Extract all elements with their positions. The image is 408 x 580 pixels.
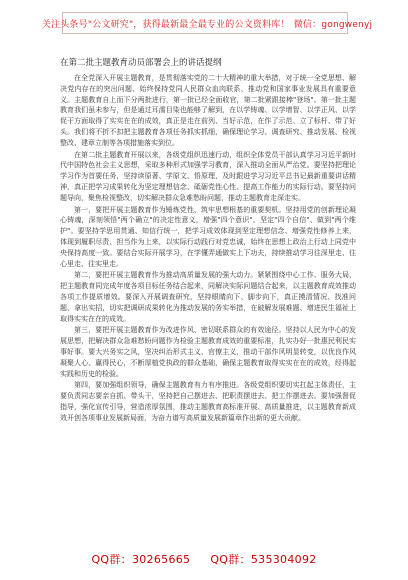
document-body xyxy=(60,73,356,425)
paragraph: 第四，要加强组织领导，确保主题教育有力有序推进。各级党组织要切实扛起主体责任，主要负责同志要亲自抓、带头干，坚持把自己摆进去、把职责摆进去、把工作摆进去。要加强督促指导，强化宣传引导，营造浓厚氛围，推动主题教育高标准开展、高质量推进，以主题教育新成效开创各项事业发展新局面，为奋力谱写高质量发展新篇章作出新的更大贡献。 xyxy=(60,381,356,422)
paragraph: 在第二批主题教育开展以来，各级党组织迅速行动，组织全体党员干部认真学习习近平新时代中国特色社会主义思想，采取多种形式加强学习教育，深入推动全面从严治党。要坚持把理论学习作为首要任务，坚持读原著、学原文、悟原理，及时跟进学习习近平总书记最新重要讲话精神，真正把学习成果转化为坚定理想信念、砥砺党性心性、提高工作能力的实际行动。要坚持问题导向，聚焦检视整改，切实解决群众急难愁盼问题，推动主题教育走深走实。 xyxy=(60,150,356,202)
banner-text: 关注头条号"公文研究"，获得最新最全最专业的公文资料库！ xyxy=(41,19,290,30)
qq-group-2: QQ群：535304092 xyxy=(210,553,317,566)
qq-group-1: QQ群：30265665 xyxy=(91,553,191,566)
paragraph: 第一，要把开展主题教育作为锤炼党性、筑牢思想根基的重要契机。坚持用党的创新理论凝心铸魂，深刻领悟"两个确立"的决定性意义，增强"四个意识"、坚定"四个自信"、做到"两个维护"。要坚持学思用贯通、知信行统一，把学习成效体现到坚定理想信念、增强党性修养上来，体现到履职尽责、担当作为上来，以实际行动践行对党忠诚，始终在思想上政治上行动上同党中央保持高度一致。要结合实际开展学习，在学懂弄通做实上下功夫，持续推动学习往深里走、往心里走、往实里走。 xyxy=(60,205,356,268)
banner-wechat: 微信：gongwenyj xyxy=(293,19,373,30)
paragraph: 第二，要把开展主题教育作为推动高质量发展的强大动力。紧紧围绕中心工作、服务大局，把主题教育同完成年度各项目标任务结合起来，同解决实际问题结合起来，以主题教育成效推动各项工作提质增效。要深入开展调查研究，坚持眼睛向下、脚步向下，真正摸清情况、找准问题、拿出实招，切实把调研成果转化为推动发展的务实举措，在破解发展难题、增进民生福祉上取得实实在在的成效。 xyxy=(60,271,356,323)
footer-contacts xyxy=(0,547,408,571)
document-title: 在第二批主题教育动员部署会上的讲话提纲 xyxy=(60,58,222,68)
promo-banner xyxy=(41,12,373,34)
paragraph: 第三，要把开展主题教育作为改进作风、密切联系群众的有效途径。坚持以人民为中心的发展思想，把解决群众急难愁盼问题作为检验主题教育成效的重要标准，扎实办好一批惠民利民实事好事。要大兴务实之风，坚决纠治形式主义、官僚主义，推动干部作风明显转变，以优良作风凝聚人心、赢得民心，不断厚植党执政的群众基础，确保主题教育取得实实在在的成效，经得起实践和历史的检验。 xyxy=(60,326,356,378)
paragraph: 在全党深入开展主题教育，是贯彻落实党的二十大精神的重大举措，对于统一全党思想、解决党内存在的突出问题、始终保持党同人民群众血肉联系、推动党和国家事业发展具有重要意义。主题教育自上而下分两批进行，第一批已经全面收官，第二批紧跟接棒"登场"。第一批主题教育我们虽未参与，但是通过耳濡目染也能够了解到，在以学铸魂、以学增智、以学正风、以学促干方面取得了实实在在的成效，真正是走在前列、当好示范，在作了示范、立了标杆、带了好头。我们将不折不扣把主题教育各项任务抓实抓细，确保理论学习、调查研究、推动发展、检视整改、建章立制等各项措施落实到位。 xyxy=(60,74,356,147)
